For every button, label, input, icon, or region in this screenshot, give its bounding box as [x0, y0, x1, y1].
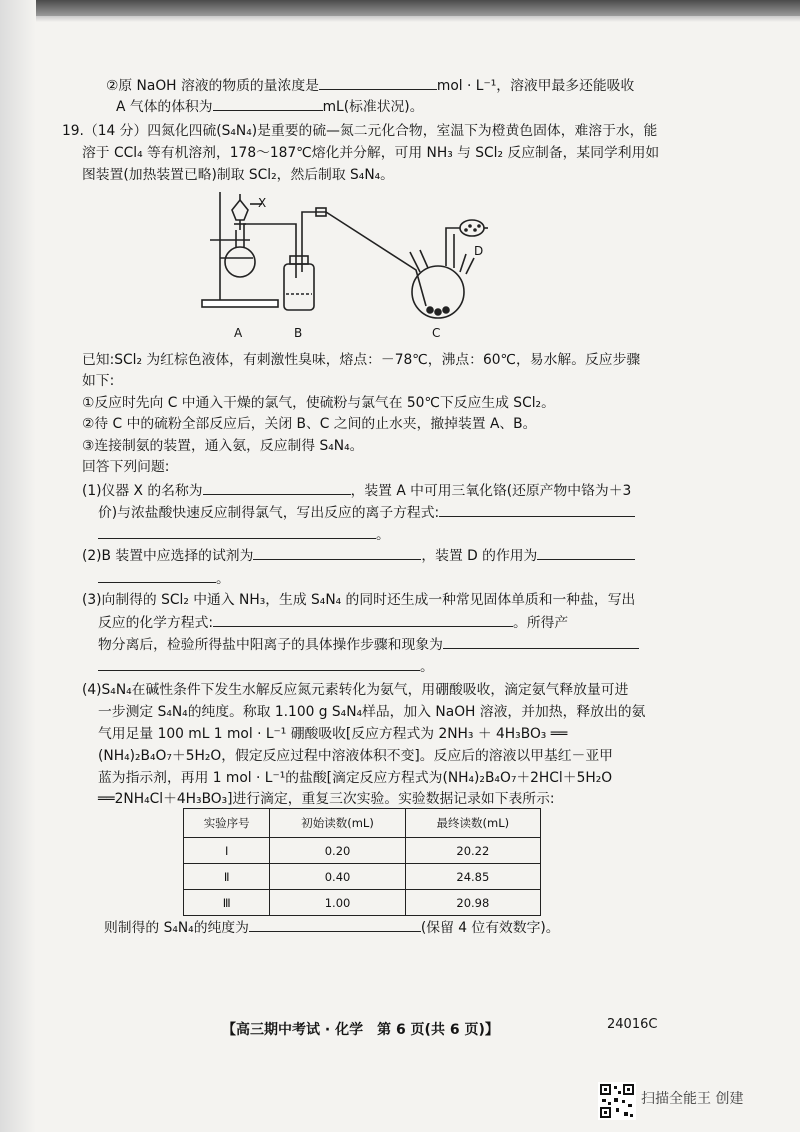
- text-fragment: ，装置 D 的作用为: [421, 548, 538, 564]
- text-line: [104, 917, 560, 938]
- text-fragment: 。: [376, 527, 390, 543]
- text-line: [82, 680, 628, 700]
- answer-blank[interactable]: [213, 96, 323, 111]
- text-fragment: ②原 NaOH 溶液的物质的量浓度是: [106, 78, 319, 94]
- text-line: [82, 350, 640, 370]
- text-line: [98, 656, 434, 677]
- label-a: A: [234, 326, 243, 340]
- text-fragment: (NH₄)₂B₄O₇＋5H₂O，假定反应过程中溶液体积不变]。反应后的溶液以甲基红－亚甲: [98, 748, 613, 764]
- cell-final: 20.22: [405, 838, 540, 864]
- text-fragment: 气用足量 100 mL 1 mol · L⁻¹ 硼酸吸收[反应方程式为 2NH₃ ＋ 4H₃BO₃ ══: [98, 726, 568, 742]
- answer-blank[interactable]: [249, 917, 421, 932]
- cell-initial: 0.40: [270, 864, 405, 890]
- text-line: [82, 590, 635, 610]
- experiment-table: [183, 808, 541, 916]
- text-fragment: 一步测定 S₄N₄的纯度。称取 1.100 g S₄N₄样品，加入 NaOH 溶液，并加热，释放出的氨: [98, 704, 646, 720]
- text-line: [98, 746, 613, 766]
- answer-blank[interactable]: [203, 480, 351, 495]
- cell-trial: Ⅱ: [184, 864, 270, 890]
- text-fragment: 。: [216, 571, 230, 587]
- scan-top-shadow: [0, 0, 800, 16]
- table-row: [184, 864, 541, 890]
- text-fragment: 如下:: [82, 373, 115, 389]
- text-line: [98, 724, 567, 744]
- text-fragment: (3)向制得的 SCl₂ 中通入 NH₃，生成 S₄N₄ 的同时还生成一种常见固体单质和一种盐，写出: [82, 592, 636, 608]
- label-b: B: [294, 326, 303, 340]
- answer-blank[interactable]: [253, 545, 421, 560]
- text-fragment: mol · L⁻¹，溶液甲最多还能吸收: [436, 78, 635, 94]
- text-line: [98, 524, 390, 545]
- text-fragment: ══2NH₄Cl＋4H₃BO₃]进行滴定，重复三次实验。实验数据记录如下表所示:: [98, 791, 555, 807]
- text-fragment: 19.（14 分）四氮化四硫(S₄N₄)是重要的硫—氮二元化合物，室温下为橙黄色固体，难溶于水，能: [62, 123, 658, 139]
- text-line: [82, 457, 169, 477]
- cell-initial: 1.00: [270, 890, 405, 916]
- apparatus-drawing: [198, 190, 488, 340]
- table-row: [184, 890, 541, 916]
- text-line: [82, 165, 394, 185]
- answer-blank[interactable]: [98, 656, 420, 671]
- scan-left-shadow: [0, 0, 36, 1132]
- text-line: [98, 702, 645, 722]
- text-line: [98, 768, 612, 788]
- answer-blank[interactable]: [213, 612, 513, 627]
- text-fragment: 已知:SCl₂ 为红棕色液体，有刺激性臭味，熔点：－78℃，沸点：60℃，易水解。反应步骤: [82, 352, 641, 368]
- cell-trial: Ⅲ: [184, 890, 270, 916]
- cell-initial: 0.20: [270, 838, 405, 864]
- label-d: D: [474, 244, 484, 258]
- text-line: [82, 143, 659, 163]
- header-final: 最终读数(mL): [405, 809, 540, 838]
- qr-code-icon: [598, 1082, 636, 1120]
- text-line: [98, 612, 568, 633]
- text-line: [98, 789, 555, 809]
- text-fragment: ③连接制氨的装置，通入氨，反应制得 S₄N₄。: [82, 438, 364, 454]
- answer-blank[interactable]: [443, 634, 639, 649]
- label-x: X: [258, 196, 267, 210]
- text-line: [82, 414, 536, 434]
- text-line: [82, 371, 114, 391]
- scanner-watermark: 扫描全能王 创建: [641, 1091, 744, 1107]
- answer-blank[interactable]: [439, 502, 635, 517]
- text-line: [62, 121, 657, 141]
- text-line: [116, 96, 424, 117]
- text-fragment: (4)S₄N₄在碱性条件下发生水解反应氮元素转化为氨气，用硼酸吸收，滴定氨气释放量可进: [82, 682, 629, 698]
- header-initial: 初始读数(mL): [270, 809, 405, 838]
- cell-trial: Ⅰ: [184, 838, 270, 864]
- apparatus-diagram: [198, 190, 488, 340]
- text-fragment: 则制得的 S₄N₄的纯度为: [104, 920, 249, 936]
- text-line: [98, 502, 635, 523]
- text-line: [82, 545, 635, 566]
- table-header-row: [184, 809, 541, 838]
- text-fragment: 图装置(加热装置已略)制取 SCl₂，然后制取 S₄N₄。: [82, 167, 394, 183]
- text-fragment: 反应的化学方程式:: [98, 615, 214, 631]
- header-trial: 实验序号: [184, 809, 270, 838]
- text-fragment: 回答下列问题:: [82, 459, 170, 475]
- text-fragment: (1)仪器 X 的名称为: [82, 483, 203, 499]
- exam-code: 24016C: [607, 1017, 658, 1032]
- answer-blank[interactable]: [98, 524, 376, 539]
- text-line: [82, 393, 555, 413]
- text-fragment: mL(标准状况)。: [322, 99, 424, 115]
- text-fragment: 溶于 CCl₄ 等有机溶剂，178～187℃熔化并分解，可用 NH₃ 与 SCl₂ 反应制备，某同学利用如: [82, 145, 660, 161]
- text-fragment: 。所得产: [513, 615, 569, 631]
- text-fragment: 蓝为指示剂，再用 1 mol · L⁻¹的盐酸[滴定反应方程式为(NH₄)₂B₄O₇＋2HCl＋5H₂O: [98, 770, 613, 786]
- answer-blank[interactable]: [537, 545, 635, 560]
- text-line: [106, 75, 634, 96]
- text-fragment: 物分离后，检验所得盐中阳离子的具体操作步骤和现象为: [98, 637, 443, 653]
- cell-final: 24.85: [405, 864, 540, 890]
- text-line: [98, 634, 639, 655]
- table-row: [184, 838, 541, 864]
- text-line: [82, 436, 363, 456]
- text-fragment: ①反应时先向 C 中通入干燥的氯气，使硫粉与氯气在 50℃下反应生成 SCl₂。: [82, 395, 555, 411]
- label-c: C: [432, 326, 441, 340]
- text-fragment: (保留 4 位有效数字)。: [420, 920, 560, 936]
- answer-blank[interactable]: [98, 568, 216, 583]
- text-fragment: 价)与浓盐酸快速反应制得氯气，写出反应的离子方程式:: [98, 505, 440, 521]
- cell-final: 20.98: [405, 890, 540, 916]
- text-line: [82, 480, 631, 501]
- page-footer: 【高三期中考试 · 化学 第 6 页(共 6 页)】: [222, 1022, 499, 1038]
- answer-blank[interactable]: [319, 75, 437, 90]
- text-fragment: ，装置 A 中可用三氧化铬(还原产物中铬为＋3: [350, 483, 632, 499]
- text-fragment: ②待 C 中的硫粉全部反应后，关闭 B、C 之间的止水夹，撤掉装置 A、B。: [82, 416, 537, 432]
- text-fragment: A 气体的体积为: [116, 99, 213, 115]
- text-line: [98, 568, 230, 589]
- text-fragment: 。: [420, 659, 434, 675]
- text-fragment: (2)B 装置中应选择的试剂为: [82, 548, 254, 564]
